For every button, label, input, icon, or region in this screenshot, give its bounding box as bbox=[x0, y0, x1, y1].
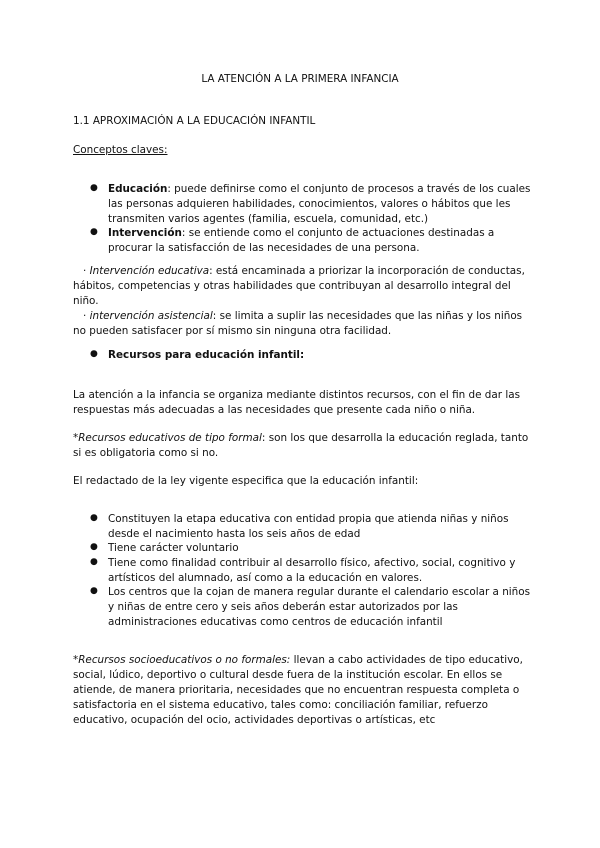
bullet-icon: ● bbox=[90, 349, 98, 359]
page-title: LA ATENCIÓN A LA PRIMERA INFANCIA bbox=[201, 73, 399, 85]
law-point: Los centros que la cojan de manera regular durante el calendario escolar a niños y niñas de entre cero y seis años deberán estar autorizados por las administraciones educativas como centros de educación infantil bbox=[108, 586, 531, 628]
sub-prefix: · bbox=[83, 310, 90, 322]
law-point: Tiene carácter voluntario bbox=[108, 542, 239, 554]
bullet-icon: ● bbox=[90, 557, 98, 567]
socio-text: llevan a cabo actividades de tipo educativo, social, lúdico, deportivo o cultural desde fuera de la institución escolar. En ellos se atiende, de manera prioritaria, necesidades que no encuentran respuesta completa o satisfactoria en el sistema educativo, tales como: conciliación familiar, refuerzo educativo, ocupación del ocio, actividades deportivas o artísticas, etc bbox=[73, 654, 523, 726]
formal-resources bbox=[73, 431, 535, 461]
sub-term: intervención asistencial bbox=[89, 310, 213, 322]
concept-term: Educación bbox=[108, 183, 168, 195]
socio-resources bbox=[73, 653, 535, 728]
sub-concept-educativa bbox=[73, 264, 535, 309]
concept-intervencion bbox=[108, 226, 533, 256]
concept-educacion bbox=[108, 182, 533, 227]
sub-term: Intervención educativa bbox=[89, 265, 210, 277]
law-point: Constituyen la etapa educativa con entidad propia que atienda niñas y niños desde el nacimiento hasta los seis años de edad bbox=[108, 513, 509, 540]
law-intro: El redactado de la ley vigente especifica que la educación infantil: bbox=[73, 475, 419, 487]
concept-text: : puede definirse como el conjunto de procesos a través de los cuales las personas adquieren habilidades, conocimientos, valores o hábitos que les transmiten varios agentes (familia, escuela, comunidad, etc.) bbox=[108, 183, 531, 225]
bullet-icon: ● bbox=[90, 542, 98, 552]
section-heading: 1.1 APROXIMACIÓN A LA EDUCACIÓN INFANTIL bbox=[73, 115, 316, 127]
formal-text: : son los que desarrolla la educación reglada, tanto si es obligatoria como si no. bbox=[73, 432, 529, 459]
resources-heading bbox=[108, 348, 533, 363]
formal-term: Recursos educativos de tipo formal bbox=[78, 432, 262, 444]
resources-heading-text: Recursos para educación infantil: bbox=[108, 349, 305, 361]
law-point: Tiene como finalidad contribuir al desarrollo físico, afectivo, social, cognitivo y artísticos del alumnado, así como a la educación en valores. bbox=[108, 557, 516, 584]
concept-text: : se entiende como el conjunto de actuaciones destinadas a procurar la satisfacción de las necesidades de una persona. bbox=[108, 227, 495, 254]
concept-term: Intervención bbox=[108, 227, 182, 239]
star-mark: * bbox=[73, 654, 79, 666]
bullet-icon: ● bbox=[90, 227, 98, 237]
star-mark: * bbox=[73, 432, 79, 444]
bullet-icon: ● bbox=[90, 513, 98, 523]
concepts-heading: Conceptos claves: bbox=[73, 144, 168, 156]
socio-term: Recursos socioeducativos o no formales: bbox=[78, 654, 291, 666]
sub-concept-asistencial bbox=[73, 309, 535, 339]
sub-concepts bbox=[73, 264, 535, 339]
bullet-icon: ● bbox=[90, 183, 98, 193]
sub-text: : está encaminada a priorizar la incorporación de conductas, hábitos, competencias y otras habilidades que contribuyan al desarrollo integral del niño. bbox=[73, 265, 525, 307]
sub-text: : se limita a suplir las necesidades que las niñas y los niños no pueden satisfacer por sí mismo sin ninguna otra facilidad. bbox=[73, 310, 523, 337]
resources-intro: La atención a la infancia se organiza mediante distintos recursos, con el fin de dar las respuestas más adecuadas a las necesidades que presente cada niño o niña. bbox=[73, 389, 520, 416]
sub-prefix: · bbox=[83, 265, 90, 277]
bullet-icon: ● bbox=[90, 586, 98, 596]
